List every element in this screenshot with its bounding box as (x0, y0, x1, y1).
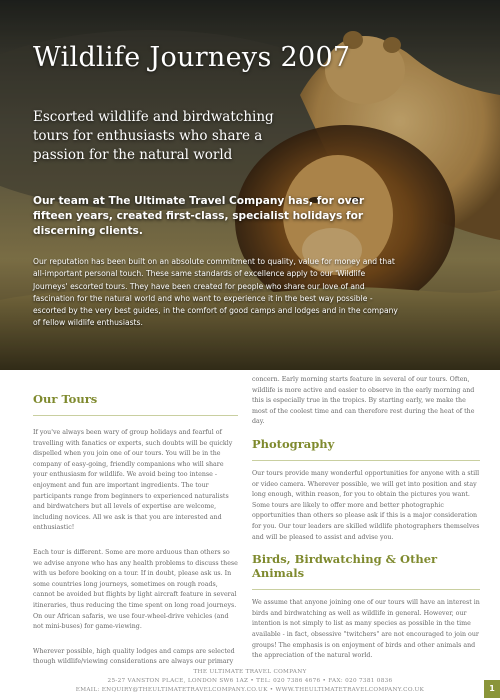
left-column (33, 392, 238, 682)
right-column (252, 375, 480, 671)
our-tours-continuation: concern. Early morning starts feature in several of our tours. Often, wildlife is more active and easier to observe in the early morning and this is especially true in the tropics. By starting early, we make the most of the coolest time and can therefore rest during the heat of the day. (252, 376, 475, 426)
our-tours-paragraph: Wherever possible, high quality lodges and camps are selected though wildlife/viewing considerations are always our primary (33, 647, 235, 666)
hero-subtitle: Escorted wildlife and birdwatching tours for enthusiasts who share a passion for the natural world (33, 109, 274, 163)
footer-address: 25-27 VANSTON PLACE, LONDON SW6 1AZ • TEL: 020 7386 4676 • FAX: 020 7381 0836 (107, 678, 393, 684)
birds-paragraph: We assume that anyone joining one of our tours will have an interest in birds and birdwatching as well as wildlife in general. However, our intention is not simply to list as many species as possible in the time available - in fact, obsessive "twitchers" are not encouraged to join our groups! The emphasis is on enjoyment of birds and other animals and the appreciation of the natural world. (252, 599, 480, 660)
section-heading-our-tours: Our Tours (33, 392, 98, 406)
hero-team-statement: Our team at The Ultimate Travel Company has, for over fifteen years, created first-class, specialist holidays for discerning clients. (33, 195, 365, 237)
section-heading-photography: Photography (252, 436, 335, 451)
our-tours-paragraph: Each tour is different. Some are more arduous than others so we advise anyone who has any health problems to discuss these with us before booking on a tour. If in doubt, please ask us. In some countries long journeys, sometimes on rough roads, cannot be avoided but flights by light aircraft feature in several itineraries, thus reducing the time spent on long road journeys. On our African safaris, we use four-wheel-drive vehicles (and not mini-buses) for game-viewing. (33, 548, 238, 631)
footer-company: THE ULTIMATE TRAVEL COMPANY (193, 669, 307, 675)
photography-paragraph: Our tours provide many wonderful opportunities for anyone with a still or video camera. Wherever possible, we will get into position and stay long enough, within reason, for you to obtain the pictures you want. Some tours are likely to offer more and better photographic opportunities than others so please ask if this is a major consideration for you. Our tour leaders are skilled wildlife photographers themselves and will be pleased to assist and advise you. (252, 469, 480, 541)
hero-body-text: Our reputation has been built on an absolute commitment to quality, value for money and that all-important personal touch. These same standards of excellence apply to our 'Wildlife Journeys' escorted tours. They have been created for people who share our love of and fascination for the natural world and who want to experience it in the best way possible - escorted by the very best guides, in the comfort of good camps and lodges and in the company of fellow wildlife enthusiasts. (33, 257, 398, 328)
footer (40, 668, 460, 695)
our-tours-paragraph: If you've always been wary of group holidays and fearful of travelling with fanatics or experts, such doubts will be quickly dispelled when you join one of our tours. You will be in the company of easy-going, friendly companions who will share your enthusiasm for wildlife. We avoid being too intense - enjoyment and fun are important ingredients. The tour participants range from beginners to experienced naturalists and birdwatchers but all levels of expertise are welcome, including novices. All we ask is that you are interested and enthusiastic! (33, 429, 233, 532)
page-number: 1 (484, 680, 500, 698)
page-title: Wildlife Journeys 2007 (33, 42, 351, 73)
footer-contact: EMAIL: ENQUIRY@THEULTIMATETRAVELCOMPANY.CO.UK • WWW.THEULTIMATETRAVELCOMPANY.CO.UK (75, 687, 425, 693)
section-heading-birds: Birds, Birdwatching & Other Animals (252, 552, 438, 581)
